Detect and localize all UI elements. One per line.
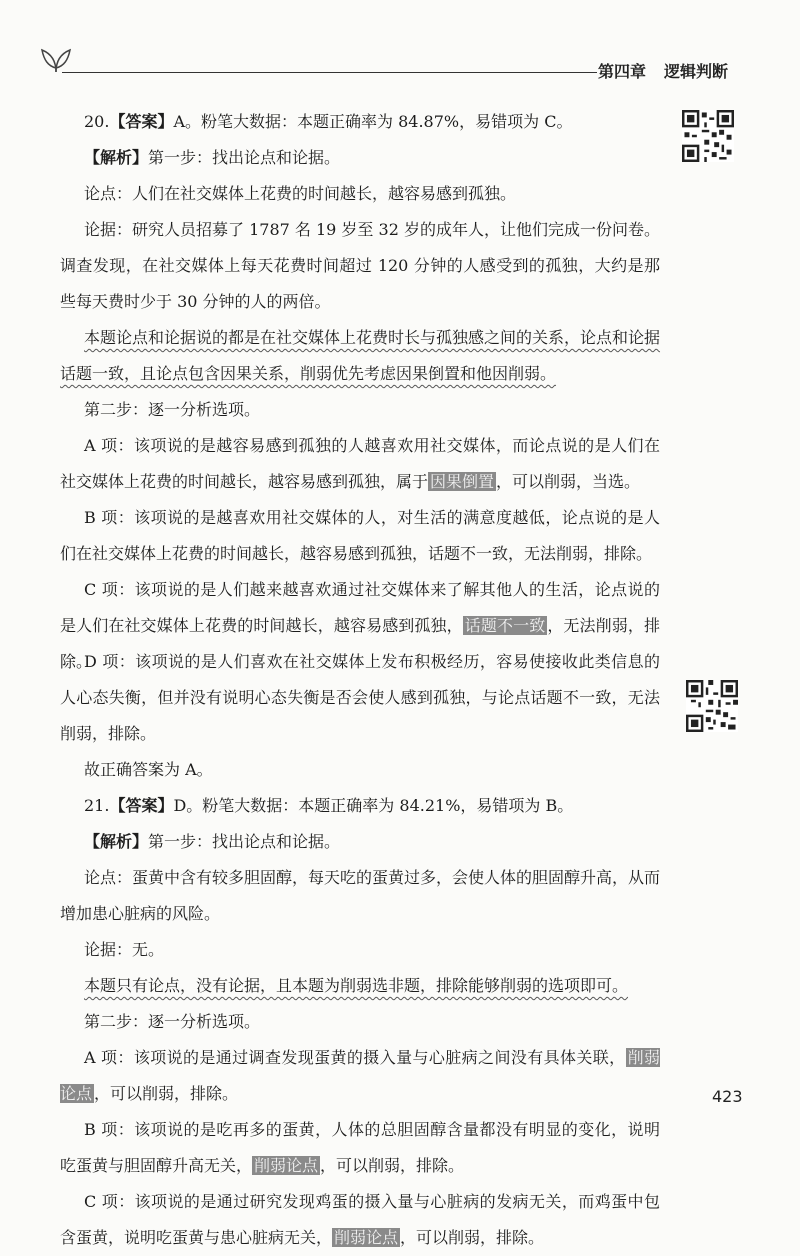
q20-evidence: 论据：研究人员招募了 1787 名 19 岁至 32 岁的成年人，让他们完成一份问卷。调查发现，在社交媒体上每天花费时间超过 120 分钟的人感受到的孤独，大约是那些每天费时少于 30 分钟的人的两倍。 [60, 220, 660, 311]
answer-tag: 【答案】 [109, 796, 174, 815]
q21-b-text: B 项：该项说的是吃再多的蛋黄，人体的总胆固醇含量都没有明显的变化，说明吃蛋黄与胆固醇升高无关， [60, 1120, 660, 1175]
q21-number: 21. [84, 796, 110, 815]
q21-summary [60, 968, 660, 1004]
q21-c-text: C 项：该项说的是通过研究发现鸡蛋的摄入量与心脏病的发病无关，而鸡蛋中包含蛋黄，说明吃蛋黄与患心脏病无关， [60, 1192, 660, 1247]
q21-a-text: A 项：该项说的是通过调查发现蛋黄的摄入量与心脏病之间没有具体关联， [84, 1048, 626, 1067]
chapter-title: 逻辑判断 [664, 62, 729, 81]
q20-option-a [60, 428, 660, 500]
q20-number: 20. [84, 112, 110, 131]
q20-summary-text: 本题论点和论据说的都是在社交媒体上花费时长与孤独感之间的关系，论点和论据话题一致，且论点包含因果关系，削弱优先考虑因果倒置和他因削弱。 [60, 328, 661, 383]
q20-a-result: ，可以削弱，当选。 [496, 472, 641, 491]
q21-a-highlight: 削弱论点 [60, 1048, 660, 1103]
q21-summary-text: 本题只有论点，没有论据，且本题为削弱选非题，排除能够削弱的选项即可。 [84, 976, 629, 995]
leaf-icon [38, 44, 74, 74]
q20-a-highlight: 因果倒置 [430, 472, 495, 491]
chapter-heading [598, 59, 728, 82]
q20-answer [60, 104, 660, 140]
q21-answer [60, 788, 660, 824]
q21-c-highlight: 削弱论点 [334, 1228, 399, 1247]
q21-b-highlight: 削弱论点 [254, 1156, 319, 1175]
page-number: 423 [712, 1087, 743, 1106]
q21-b-result: ，可以削弱，排除。 [320, 1156, 465, 1175]
q20-answer-text: A。粉笔大数据：本题正确率为 84.87%，易错项为 C。 [173, 112, 573, 131]
q20-c-result: ，无法削弱，排除。 [60, 616, 660, 671]
q21-point: 论点：蛋黄中含有较多胆固醇，每天吃的蛋黄过多，会使人体的胆固醇升高，从而增加患心脏病的风险。 [60, 868, 661, 923]
q20-step2: 第二步：逐一分析选项。 [84, 400, 261, 419]
q20-step1-text: 第一步：找出论点和论据。 [148, 148, 341, 167]
q21-step2: 第二步：逐一分析选项。 [84, 1012, 261, 1031]
q20-a-text: A 项：该项说的是越容易感到孤独的人越喜欢用社交媒体，而论点说的是人们在社交媒体上花费的时间越长，越容易感到孤独，属于 [60, 436, 660, 491]
q20-conclusion: 故正确答案为 A。 [84, 760, 213, 779]
page-header [0, 0, 800, 90]
header-rule [62, 72, 597, 73]
q21-option-b [60, 1112, 660, 1184]
q21-step1-text: 第一步：找出论点和论据。 [148, 832, 341, 851]
q21-step1 [60, 824, 660, 860]
q21-evidence: 论据：无。 [84, 940, 165, 959]
q20-c-highlight: 话题不一致 [464, 616, 546, 635]
q21-c-result: ，可以削弱，排除。 [400, 1228, 545, 1247]
q21-option-a [60, 1040, 660, 1112]
analysis-tag: 【解析】 [84, 832, 149, 851]
qr-code-icon [682, 110, 734, 162]
q20-c-text: C 项：该项说的是人们越来越喜欢通过社交媒体来了解其他人的生活，论点说的是人们在社交媒体上花费的时间越长，越容易感到孤独， [60, 580, 660, 635]
q20-option-b: B 项：该项说的是越喜欢用社交媒体的人，对生活的满意度越低，论点说的是人们在社交媒体上花费的时间越长，越容易感到孤独，话题不一致，无法削弱，排除。 [60, 508, 660, 563]
q20-point: 论点：人们在社交媒体上花费的时间越长，越容易感到孤独。 [84, 184, 517, 203]
q20-summary [60, 320, 660, 392]
q21-a-result: ，可以削弱，排除。 [94, 1084, 239, 1103]
analysis-tag: 【解析】 [84, 148, 149, 167]
qr-code-icon [686, 680, 738, 732]
q21-option-c [60, 1184, 660, 1256]
q21-answer-text: D。粉笔大数据：本题正确率为 84.21%，易错项为 B。 [173, 796, 574, 815]
q20-option-d: D 项：该项说的是人们喜欢在社交媒体上发布积极经历，容易使接收此类信息的人心态失衡，但并没有说明心态失衡是否会使人感到孤独，与论点话题不一致，无法削弱，排除。 [60, 652, 660, 743]
q20-step1 [60, 140, 660, 176]
chapter-number: 第四章 [598, 62, 647, 81]
answer-tag: 【答案】 [109, 112, 174, 131]
